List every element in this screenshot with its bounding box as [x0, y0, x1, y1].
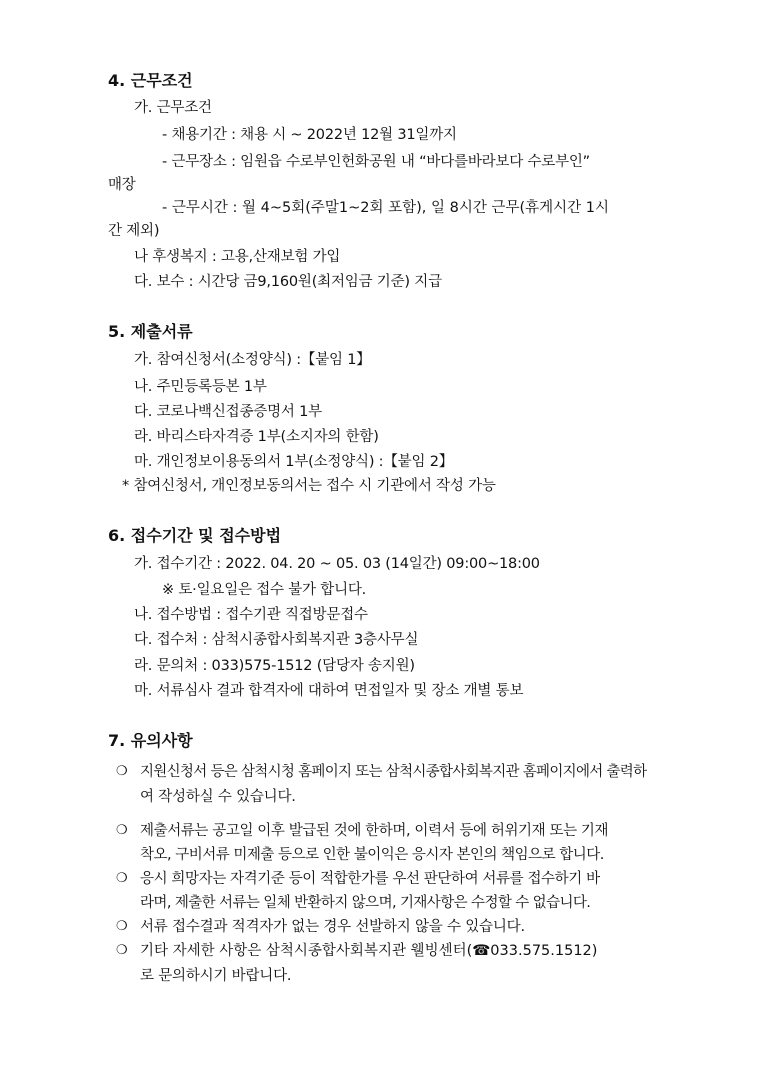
- doc-privacy-consent: 마. 개인정보이용동의서 1부(소정양식) :【붙임 2】: [134, 454, 454, 470]
- notice-2-line-2: 착오, 구비서류 미제출 등으로 인한 불이익은 응시자 본인의 책임으로 합니다.: [140, 847, 604, 863]
- notice-5-line-2: 로 문의하시기 바랍니다.: [140, 968, 292, 984]
- application-period: 가. 접수기간 : 2022. 04. 20 ~ 05. 03 (14일간) 09:00~18:00: [134, 556, 540, 572]
- doc-barista-certificate: 라. 바리스타자격증 1부(소지자의 한함): [134, 429, 379, 445]
- bullet-icon: ❍: [116, 764, 128, 779]
- bullet-icon: ❍: [116, 871, 128, 886]
- interview-notice: 마. 서류심사 결과 합격자에 대하여 면접일자 및 장소 개별 통보: [134, 683, 524, 699]
- notice-2-line-1: 제출서류는 공고일 이후 발급된 것에 한하며, 이력서 등에 허위기재 또는 기재: [140, 823, 609, 839]
- section-7-heading: 7. 유의사항: [108, 731, 193, 750]
- notice-1-line-1: 지원신청서 등은 삼척시청 홈페이지 또는 삼척시종합사회복지관 홈페이지에서 출력하: [140, 764, 647, 780]
- employment-period: - 채용기간 : 채용 시 ~ 2022년 12월 31일까지: [162, 127, 457, 143]
- bullet-icon: ❍: [116, 919, 128, 934]
- doc-vaccination-certificate: 다. 코로나백신접종증명서 1부: [134, 404, 322, 420]
- section-4-heading: 4. 근무조건: [108, 71, 193, 90]
- work-location-continued: 매장: [108, 177, 136, 193]
- contact: 라. 문의처 : 033)575-1512 (담당자 송지원): [134, 658, 415, 674]
- bullet-icon: ❍: [116, 943, 128, 958]
- notice-1-line-2: 여 작성하실 수 있습니다.: [140, 789, 296, 805]
- welfare: 나 후생복지 : 고용,산재보험 가입: [134, 249, 341, 265]
- application-location: 다. 접수처 : 삼척시종합사회복지관 3층사무실: [134, 632, 419, 648]
- weekend-note: ※ 토·일요일은 접수 불가 합니다.: [162, 582, 367, 598]
- docs-note: * 참여신청서, 개인정보동의서는 접수 시 기관에서 작성 가능: [122, 478, 496, 494]
- application-method: 나. 접수방법 : 접수기관 직접방문접수: [134, 607, 368, 623]
- work-hours-continued: 간 제외): [108, 223, 160, 239]
- notice-4: 서류 접수결과 적격자가 없는 경우 선발하지 않을 수 있습니다.: [140, 919, 525, 935]
- section-6-heading: 6. 접수기간 및 접수방법: [108, 526, 282, 545]
- salary: 다. 보수 : 시간당 금9,160원(최저임금 기준) 지급: [134, 274, 442, 290]
- notice-5-line-1: 기타 자세한 사항은 삼척시종합사회복지관 웰빙센터(☎033.575.1512): [140, 943, 598, 959]
- section-5-heading: 5. 제출서류: [108, 322, 193, 341]
- bullet-icon: ❍: [116, 823, 128, 838]
- work-conditions-label: 가. 근무조건: [134, 100, 212, 116]
- work-location: - 근무장소 : 임원읍 수로부인헌화공원 내 “바다를바라보다 수로부인”: [162, 154, 590, 170]
- work-hours: - 근무시간 : 월 4~5회(주말1~2회 포함), 일 8시간 근무(휴게시간 1시: [162, 200, 609, 216]
- notice-3-line-2: 라며, 제출한 서류는 일체 반환하지 않으며, 기재사항은 수정할 수 없습니다.: [140, 895, 591, 911]
- doc-application-form: 가. 참여신청서(소정양식) :【붙임 1】: [134, 352, 371, 368]
- doc-resident-registration: 나. 주민등록등본 1부: [134, 379, 267, 395]
- notice-3-line-1: 응시 희망자는 자격기준 등이 적합한가를 우선 판단하여 서류를 접수하기 바: [140, 871, 600, 887]
